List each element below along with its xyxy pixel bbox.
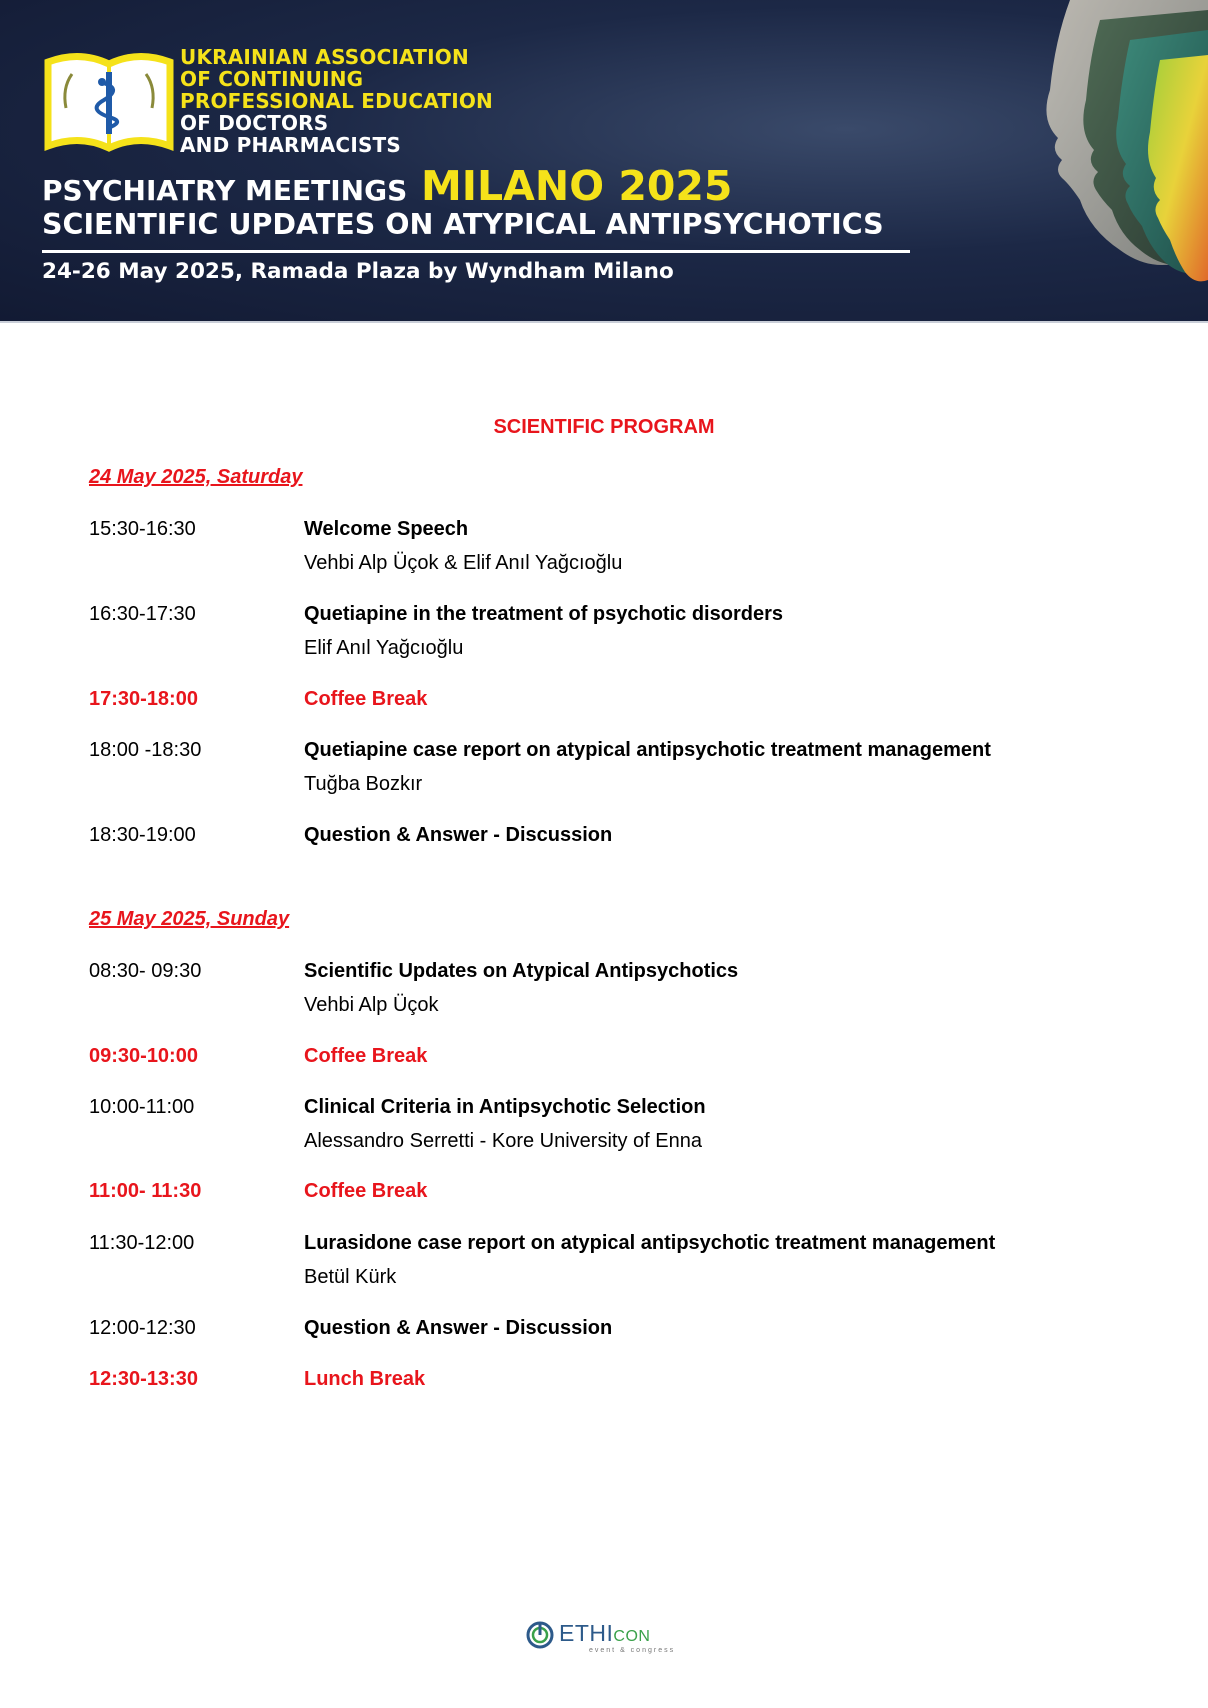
session-speaker: Tuğba Bozkır [304,773,423,795]
association-book-logo [42,48,176,152]
session-title: Question & Answer - Discussion [304,824,613,846]
event-subtitle: SCIENTIFIC UPDATES ON ATYPICAL ANTIPSYCHOTICS [42,208,884,241]
banner-divider [0,321,1208,323]
event-title-highlight: MILANO 2025 [420,162,733,210]
session-speaker: Betül Kürk [304,1266,397,1288]
session-title: Clinical Criteria in Antipsychotic Selection [304,1096,706,1118]
session-time: 16:30-17:30 [89,603,196,625]
title-divider [42,250,910,253]
event-date-venue: 24-26 May 2025, Ramada Plaza by Wyndham Milano [42,259,674,284]
session-speaker: Vehbi Alp Üçok & Elif Anıl Yağcıoğlu [304,552,623,574]
session-time: 18:00 -18:30 [89,739,202,761]
session-title: Lurasidone case report on atypical antipsychotic treatment management [304,1232,996,1254]
day-heading-sunday: 25 May 2025, Sunday [89,908,290,930]
session-time: 15:30-16:30 [89,518,196,540]
session-time: 12:00-12:30 [89,1317,196,1339]
session-title: Welcome Speech [304,518,469,540]
session-time: 11:00- 11:30 [89,1180,202,1202]
session-title: Quetiapine in the treatment of psychotic disorders [304,603,783,625]
association-line: OF DOCTORS [180,111,329,135]
session-speaker: Elif Anıl Yağcıoğlu [304,637,464,659]
heads-illustration [1010,0,1208,323]
ethicon-tagline: event & congress [589,1647,676,1654]
event-title [42,162,732,210]
header-banner [0,0,1208,323]
power-icon [525,1620,555,1650]
session-time: 17:30-18:00 [89,688,198,710]
day-heading-saturday: 24 May 2025, Saturday [89,466,303,488]
ethicon-main: ETHI [559,1620,614,1646]
session-time: 09:30-10:00 [89,1045,198,1067]
session-speaker: Vehbi Alp Üçok [304,994,439,1016]
ethicon-logo [525,1618,685,1658]
session-time: 18:30-19:00 [89,824,196,846]
session-time: 11:30-12:00 [89,1232,195,1254]
session-speaker: Alessandro Serretti - Kore University of Enna [304,1130,702,1152]
association-line: AND PHARMACISTS [180,133,402,157]
association-name [180,46,493,156]
session-title: Quetiapine case report on atypical antipsychotic treatment management [304,739,991,761]
ethicon-suffix: CON [613,1628,651,1645]
association-line: UKRAINIAN ASSOCIATION [180,45,469,69]
event-title-prefix: PSYCHIATRY MEETINGS [42,174,408,207]
session-title: Question & Answer - Discussion [304,1317,613,1339]
association-line: OF CONTINUING [180,67,364,91]
association-line: PROFESSIONAL EDUCATION [180,89,493,113]
session-time: 12:30-13:30 [89,1368,198,1390]
session-title: Coffee Break [304,1180,428,1202]
session-title: Coffee Break [304,688,428,710]
session-title: Coffee Break [304,1045,428,1067]
program-title: SCIENTIFIC PROGRAM [493,416,715,438]
session-title: Lunch Break [304,1368,426,1390]
session-time: 08:30- 09:30 [89,960,202,982]
session-time: 10:00-11:00 [89,1096,195,1118]
session-title: Scientific Updates on Atypical Antipsychotics [304,960,739,982]
ethicon-wordmark [559,1620,650,1647]
